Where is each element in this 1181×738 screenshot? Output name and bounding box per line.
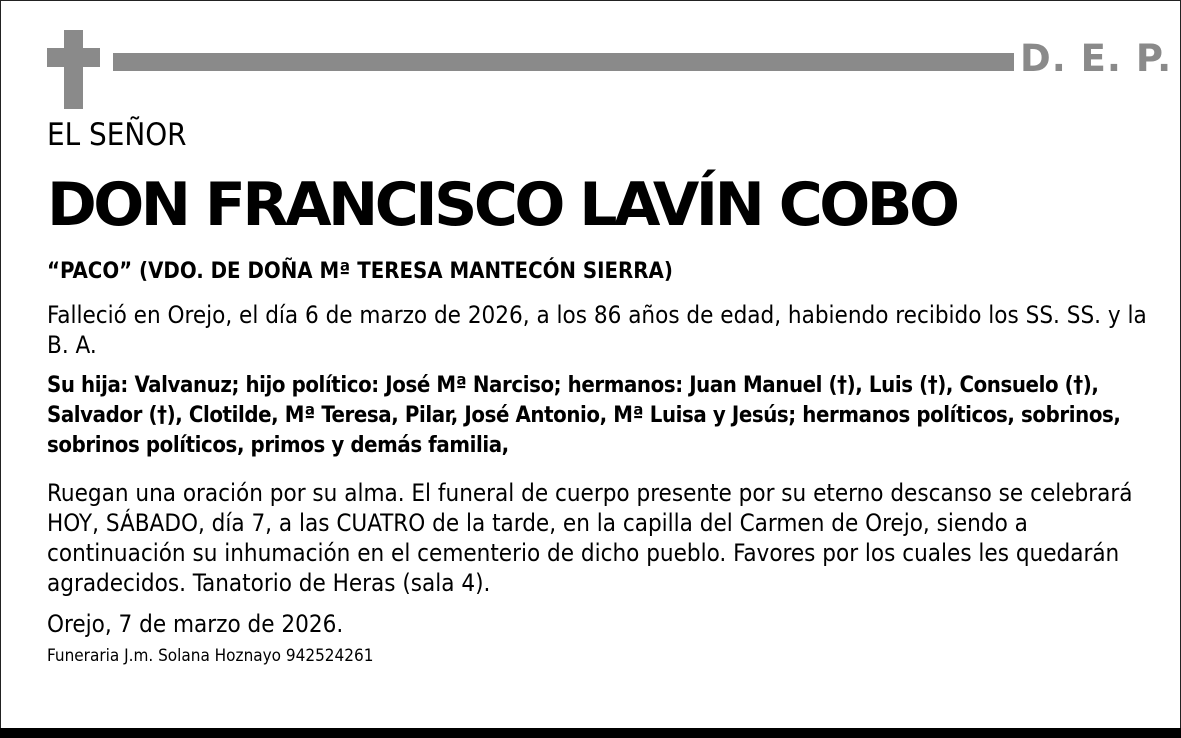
cross-horizontal-bar bbox=[47, 48, 100, 67]
place-date-line: Orejo, 7 de marzo de 2026. bbox=[47, 610, 344, 638]
bottom-border bbox=[0, 728, 1181, 738]
death-notice-paragraph: Falleció en Orejo, el día 6 de marzo de 2026, a los 86 años de edad, habiendo recibido los SS. SS. y la B. A. bbox=[47, 301, 1147, 359]
funeral-info-paragraph: Ruegan una oración por su alma. El funeral de cuerpo presente por su eterno descanso se celebrará HOY, SÁBADO, día 7, a las CUATRO de la tarde, en la capilla del Carmen de Orejo, siendo a continuación su inhumación en el cementerio de dicho pueblo. Favores por los cuales les quedarán agradecidos. Tanatorio de Heras (sala 4). bbox=[47, 479, 1133, 597]
intro-label: EL SEÑOR bbox=[47, 117, 187, 153]
cross-vertical-bar bbox=[64, 30, 83, 109]
funeral-home-line: Funeraria J.m. Solana Hoznayo 942524261 bbox=[47, 646, 374, 666]
nickname-line: “PACO” (VDO. DE DOÑA Mª TERESA MANTECÓN SIERRA) bbox=[47, 259, 673, 284]
header-divider bbox=[113, 53, 1014, 71]
rest-in-peace-label: D. E. P. bbox=[1020, 37, 1173, 80]
deceased-name: DON FRANCISCO LAVÍN COBO bbox=[47, 170, 957, 240]
family-paragraph: Su hija: Valvanuz; hijo político: José Mª Narciso; hermanos: Juan Manuel (†), Luis (†), Consuelo (†), Salvador (†), Clotilde, Mª Teresa, Pilar, José Antonio, Mª Luisa y Jesús; hermanos políticos, sobrinos, sobrinos políticos, primos y demás familia, bbox=[47, 373, 1121, 458]
